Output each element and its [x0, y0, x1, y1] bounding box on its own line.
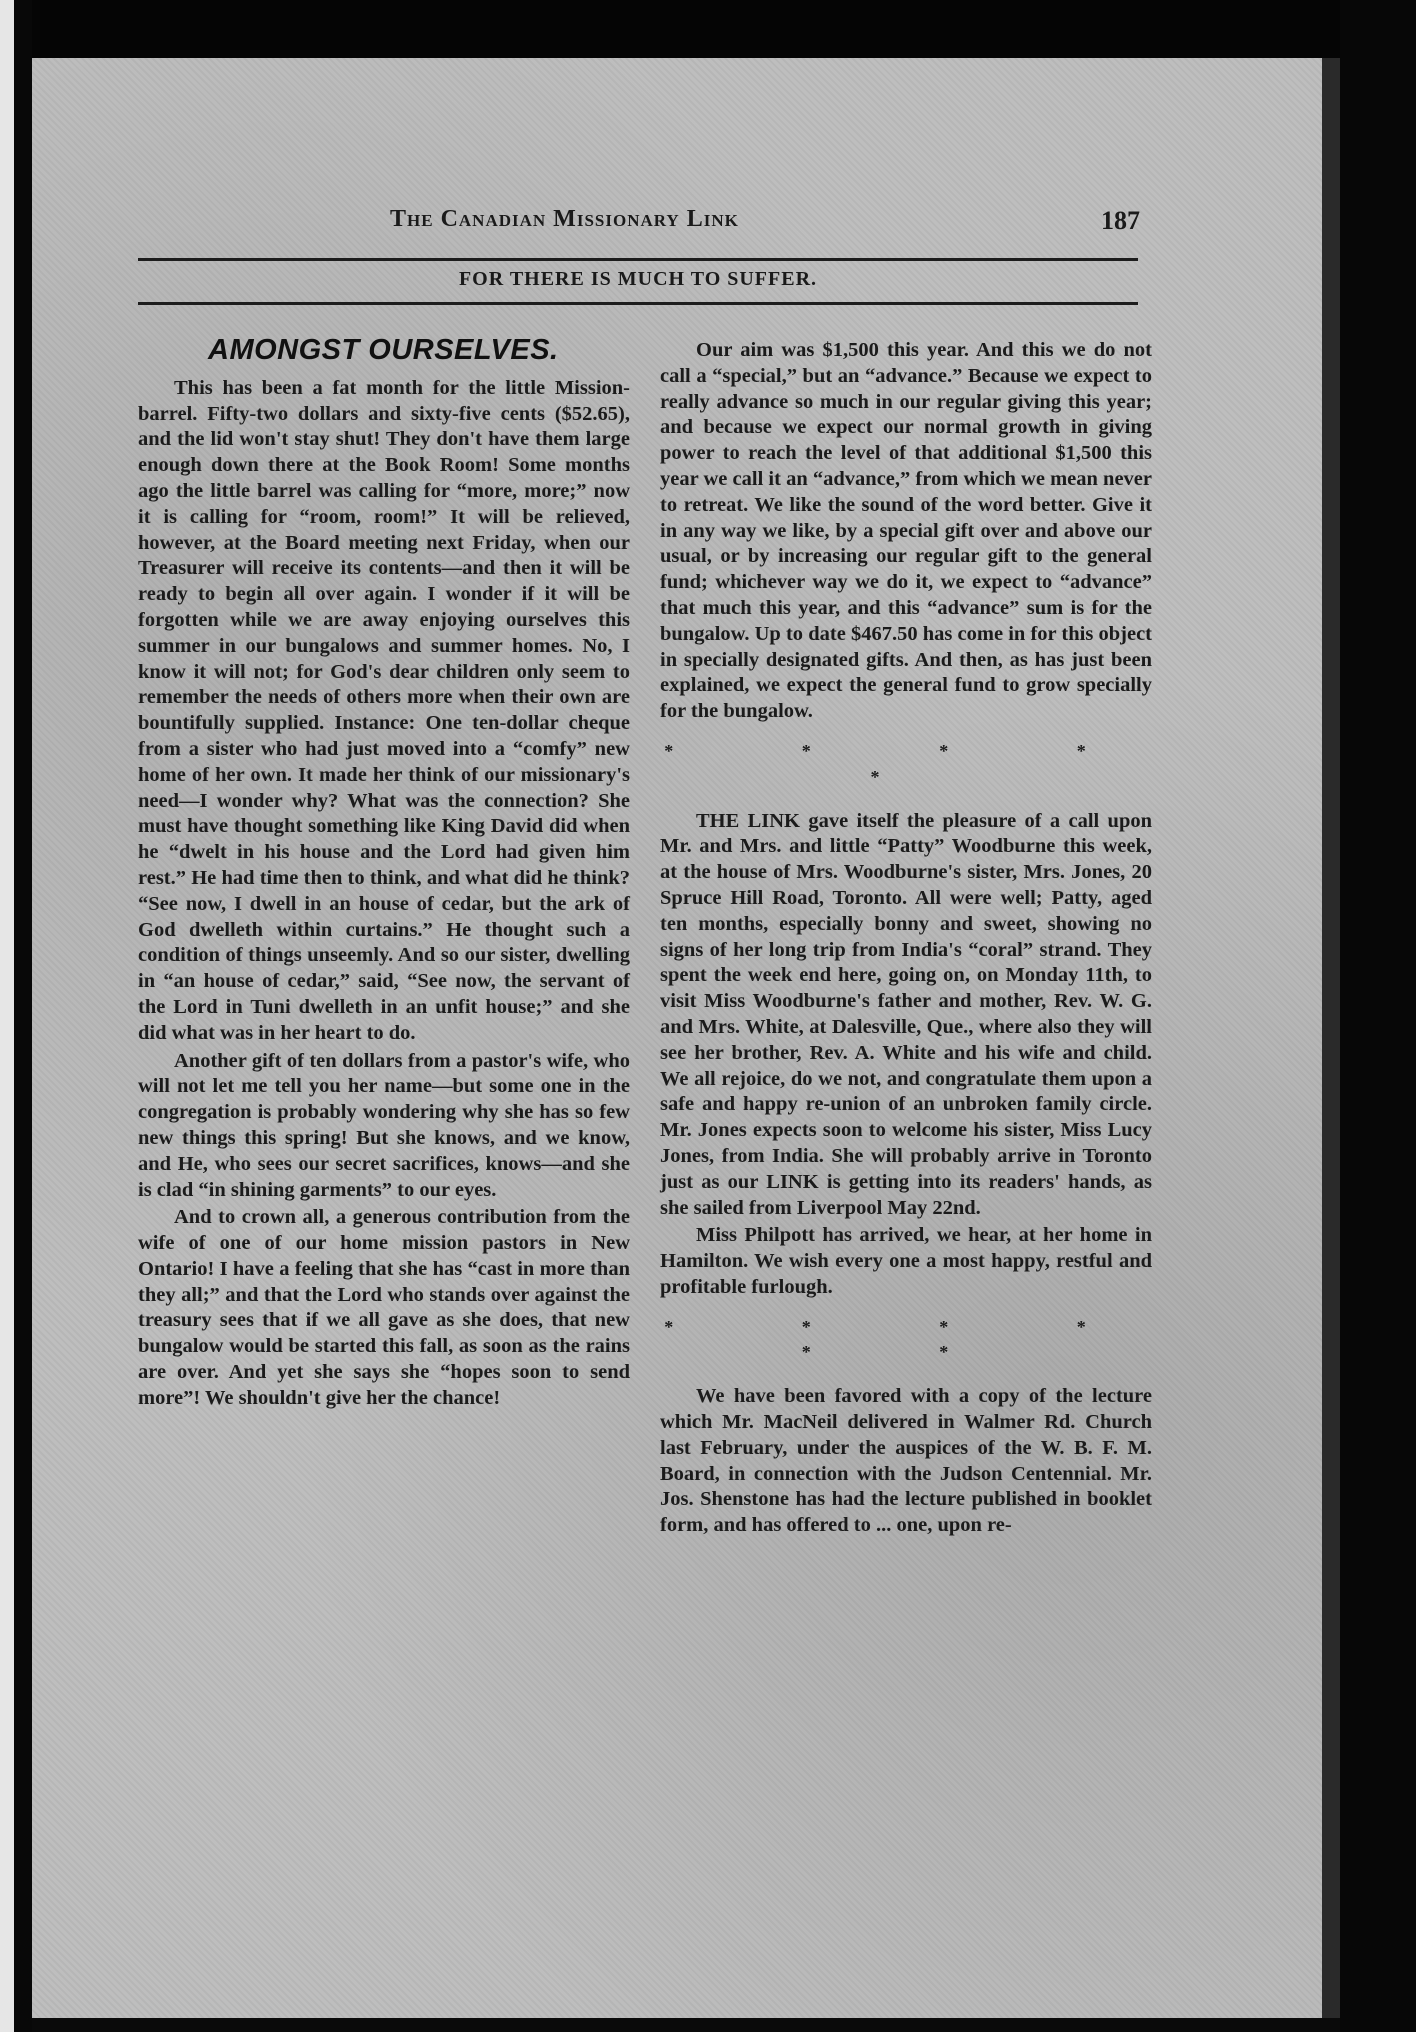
paragraph: Miss Philpott has arrived, we hear, at her home in Hamilton. We wish every one a most happy, restful and profitable furlough.	[660, 1224, 1152, 1298]
page-edge-right	[1322, 58, 1340, 2018]
left-column	[138, 336, 630, 1412]
paragraph: Our aim was $1,500 this year. And this we do not call a “special,” but an “advance.” Because we expect to really advance so much in our regular giving this year; and because we expect our normal growth in giving power to reach the level of that additional $1,500 this year we call it an “advance,” from which we mean never to retreat. We like the sound of the word better. Give it in any way we like, by a special gift over and above our usual, or by increasing our regular gift to the general fund; whichever way we do it, we expect to “advance” that much this year, and this “advance” sum is for the bungalow. Up to date $467.50 has come in for this object in specially designated gifts. And then, as has just been explained, we expect the general fund to grow specially for the bungalow.	[660, 339, 1152, 723]
motto: FOR THERE IS MUCH TO SUFFER.	[458, 268, 818, 290]
scan-border-left	[14, 0, 32, 2032]
header-rule-top	[138, 258, 1138, 261]
paragraph: This has been a fat month for the little Mission-barrel. Fifty-two dollars and sixty-five cents ($52.65), and the lid won't stay shut! They don't have them large enough down there at the Book Room! Some months ago the little barrel was calling for “more, more;” now it is calling for “room, room!” It will be relieved, however, at the Board meeting next Friday, when our Treasurer will receive its contents—and then it will be ready to begin all over again. I wonder if it will be forgotten while we are away enjoying ourselves this summer in our bungalows and summer homes. No, I know it will not; for God's dear children only seem to remember the needs of others more when their own are bountifully supplied. Instance: One ten-dollar cheque from a sister who had just moved into a “comfy” new home of her own. It made her think of our missionary's need—I wonder why? What was the connection? She must have thought something like King David did when he “dwelt in his house and the Lord had given him rest.” He had time then to think, and what did he think? “See now, I dwell in an house of cedar, but the ark of God dwelleth within curtains.” He thought such a condition of things unseemly. And so our sister, dwelling in “an house of cedar,” said, “See now, the servant of the Lord in Tuni dwelleth in an unfit house;” and she did what was in her heart to do.	[138, 376, 630, 1044]
header-rule-bottom	[138, 302, 1138, 305]
section-divider: * * * * * *	[664, 1316, 1148, 1363]
running-title: The Canadian Missionary Link	[390, 206, 739, 232]
paragraph: Another gift of ten dollars from a pastor's wife, who will not let me tell you her name—but some one in the congregation is probably wondering why she has so few new things this spring! But she knows, and we know, and He, who sees our secret sacrifices, knows—and she is clad “in shining garments” to our eyes.	[138, 1049, 630, 1201]
paragraph: We have been favored with a copy of the lecture which Mr. MacNeil delivered in Walmer Rd. Church last February, under the auspices of the W. B. F. M. Board, in connection with the Judson Centennial. Mr. Jos. Shenstone has had the lecture published in booklet form, and has offered to ... one, upon re-	[660, 1385, 1152, 1537]
scan-border-right	[1340, 0, 1416, 2032]
section-divider: * * * * *	[664, 740, 1148, 787]
paragraph: And to crown all, a generous contribution from the wife of one of our home mission pastors in New Ontario! I have a feeling that she has “cast in more than they all;” and that the Lord who stands over against the treasury sees that if we all gave as she does, that new bungalow would be started this fall, as soon as the rains are over. And yet she says she “hopes soon to send more”! We shouldn't give her the chance!	[138, 1206, 630, 1409]
paragraph: THE LINK gave itself the pleasure of a call upon Mr. and Mrs. and little “Patty” Woodburne this week, at the house of Mrs. Woodburne's sister, Mrs. Jones, 20 Spruce Hill Road, Toronto. All were well; Patty, aged ten months, especially bonny and sweet, showing no signs of her long trip from India's “coral” strand. They spent the week end here, going on, on Monday 11th, to visit Miss Woodburne's father and mother, Rev. W. G. and Mrs. White, at Dalesville, Que., where also they will see her brother, Rev. A. White and his wife and child. We all rejoice, do we not, and congratulate them upon a safe and happy re-union of an unbroken family circle. Mr. Jones expects soon to welcome his sister, Miss Lucy Jones, from India. She will probably arrive in Toronto just as our LINK is getting into its readers' hands, as she sailed from Liverpool May 22nd.	[660, 809, 1152, 1219]
scan-border-left-strip	[0, 0, 14, 2032]
scan-border-top	[0, 0, 1416, 62]
right-column	[660, 338, 1152, 1539]
page-number: 187	[1101, 206, 1140, 235]
section-heading: AMONGST OURSELVES.	[208, 334, 559, 366]
